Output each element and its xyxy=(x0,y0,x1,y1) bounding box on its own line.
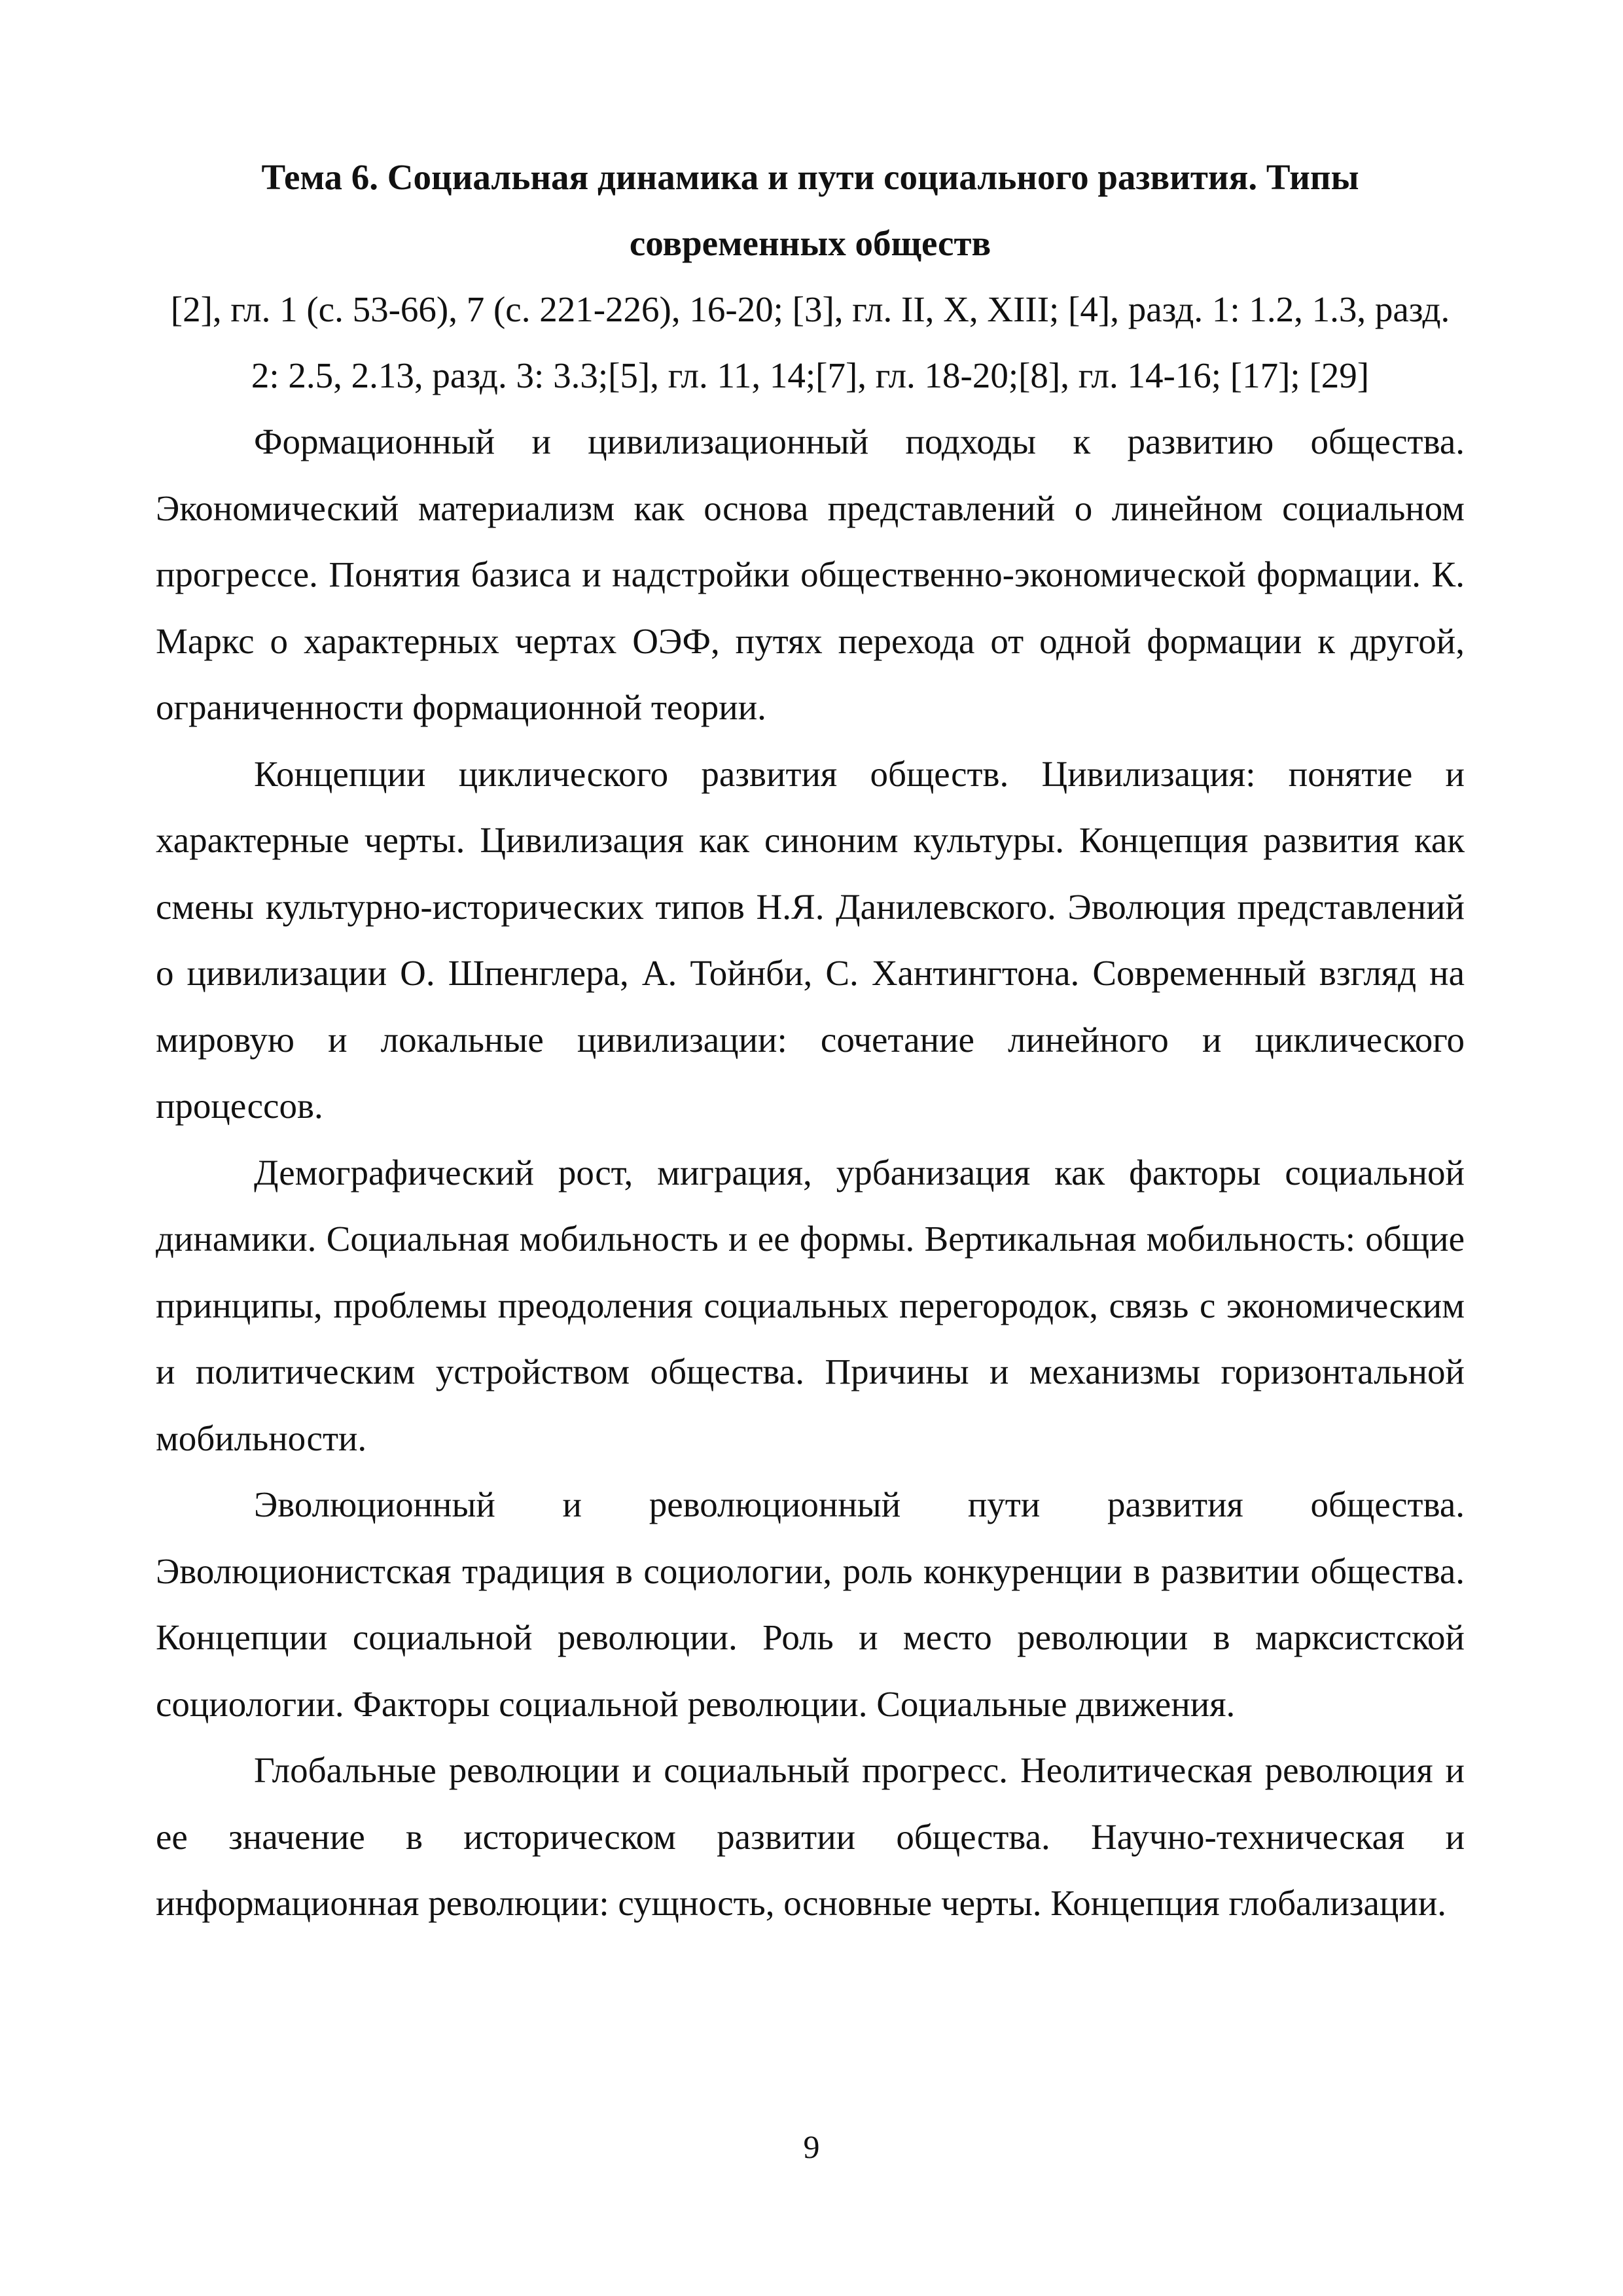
paragraph-cyclical-development: Концепции циклического развития обществ. Цивилизация: понятие и характерные черты. Цивилизация как синоним культуры. Концепция развития как смены культурно-исторических типов Н.Я. Данилевского. Эволюция представлений о цивилизации О. Шпенглера, А. Тойнби, С. Хантингтона. Современный взгляд на мировую и локальные цивилизации: сочетание линейного и циклического процессов. xyxy=(156,753,1465,1126)
page-content xyxy=(156,144,1465,1937)
paragraph-global-revolutions: Глобальные революции и социальный прогресс. Неолитическая революция и ее значение в историческом развитии общества. Научно-техническая и информационная революции: сущность, основные черты. Концепция глобализации. xyxy=(156,1750,1465,1923)
literature-references: [2], гл. 1 (с. 53-66), 7 (с. 221-226), 16-20; [3], гл. II, X, XIII; [4], разд. 1: 1.2, 1.3, разд. 2: 2.5, 2.13, разд. 3: 3.3;[5], гл. 11, 14;[7], гл. 18-20;[8], гл. 14-16; [17]; [29] xyxy=(170,289,1450,395)
paragraph-social-mobility: Демографический рост, миграция, урбанизация как факторы социальной динамики. Социальная мобильность и ее формы. Вертикальная мобильность: общие принципы, проблемы преодоления социальных перегородок, связь с экономическим и политическим устройством общества. Причины и механизмы горизонтальной мобильности. xyxy=(156,1152,1465,1458)
topic-title: Тема 6. Социальная динамика и пути социального развития. Типы современных обществ xyxy=(261,157,1359,263)
page-number: 9 xyxy=(803,2128,820,2165)
paragraph-formation-approach: Формационный и цивилизационный подходы к развитию общества. Экономический материализм как основа представлений о линейном социальном прогрессе. Понятия базиса и надстройки общественно-экономической формации. К. Маркс о характерных чертах ОЭФ, путях перехода от одной формации к другой, ограниченности формационной теории. xyxy=(156,422,1465,727)
paragraph-evolution-revolution: Эволюционный и революционный пути развития общества. Эволюционистская традиция в социологии, роль конкуренции в развитии общества. Концепции социальной революции. Роль и место революции в марксистской социологии. Факторы социальной революции. Социальные движения. xyxy=(156,1484,1465,1724)
